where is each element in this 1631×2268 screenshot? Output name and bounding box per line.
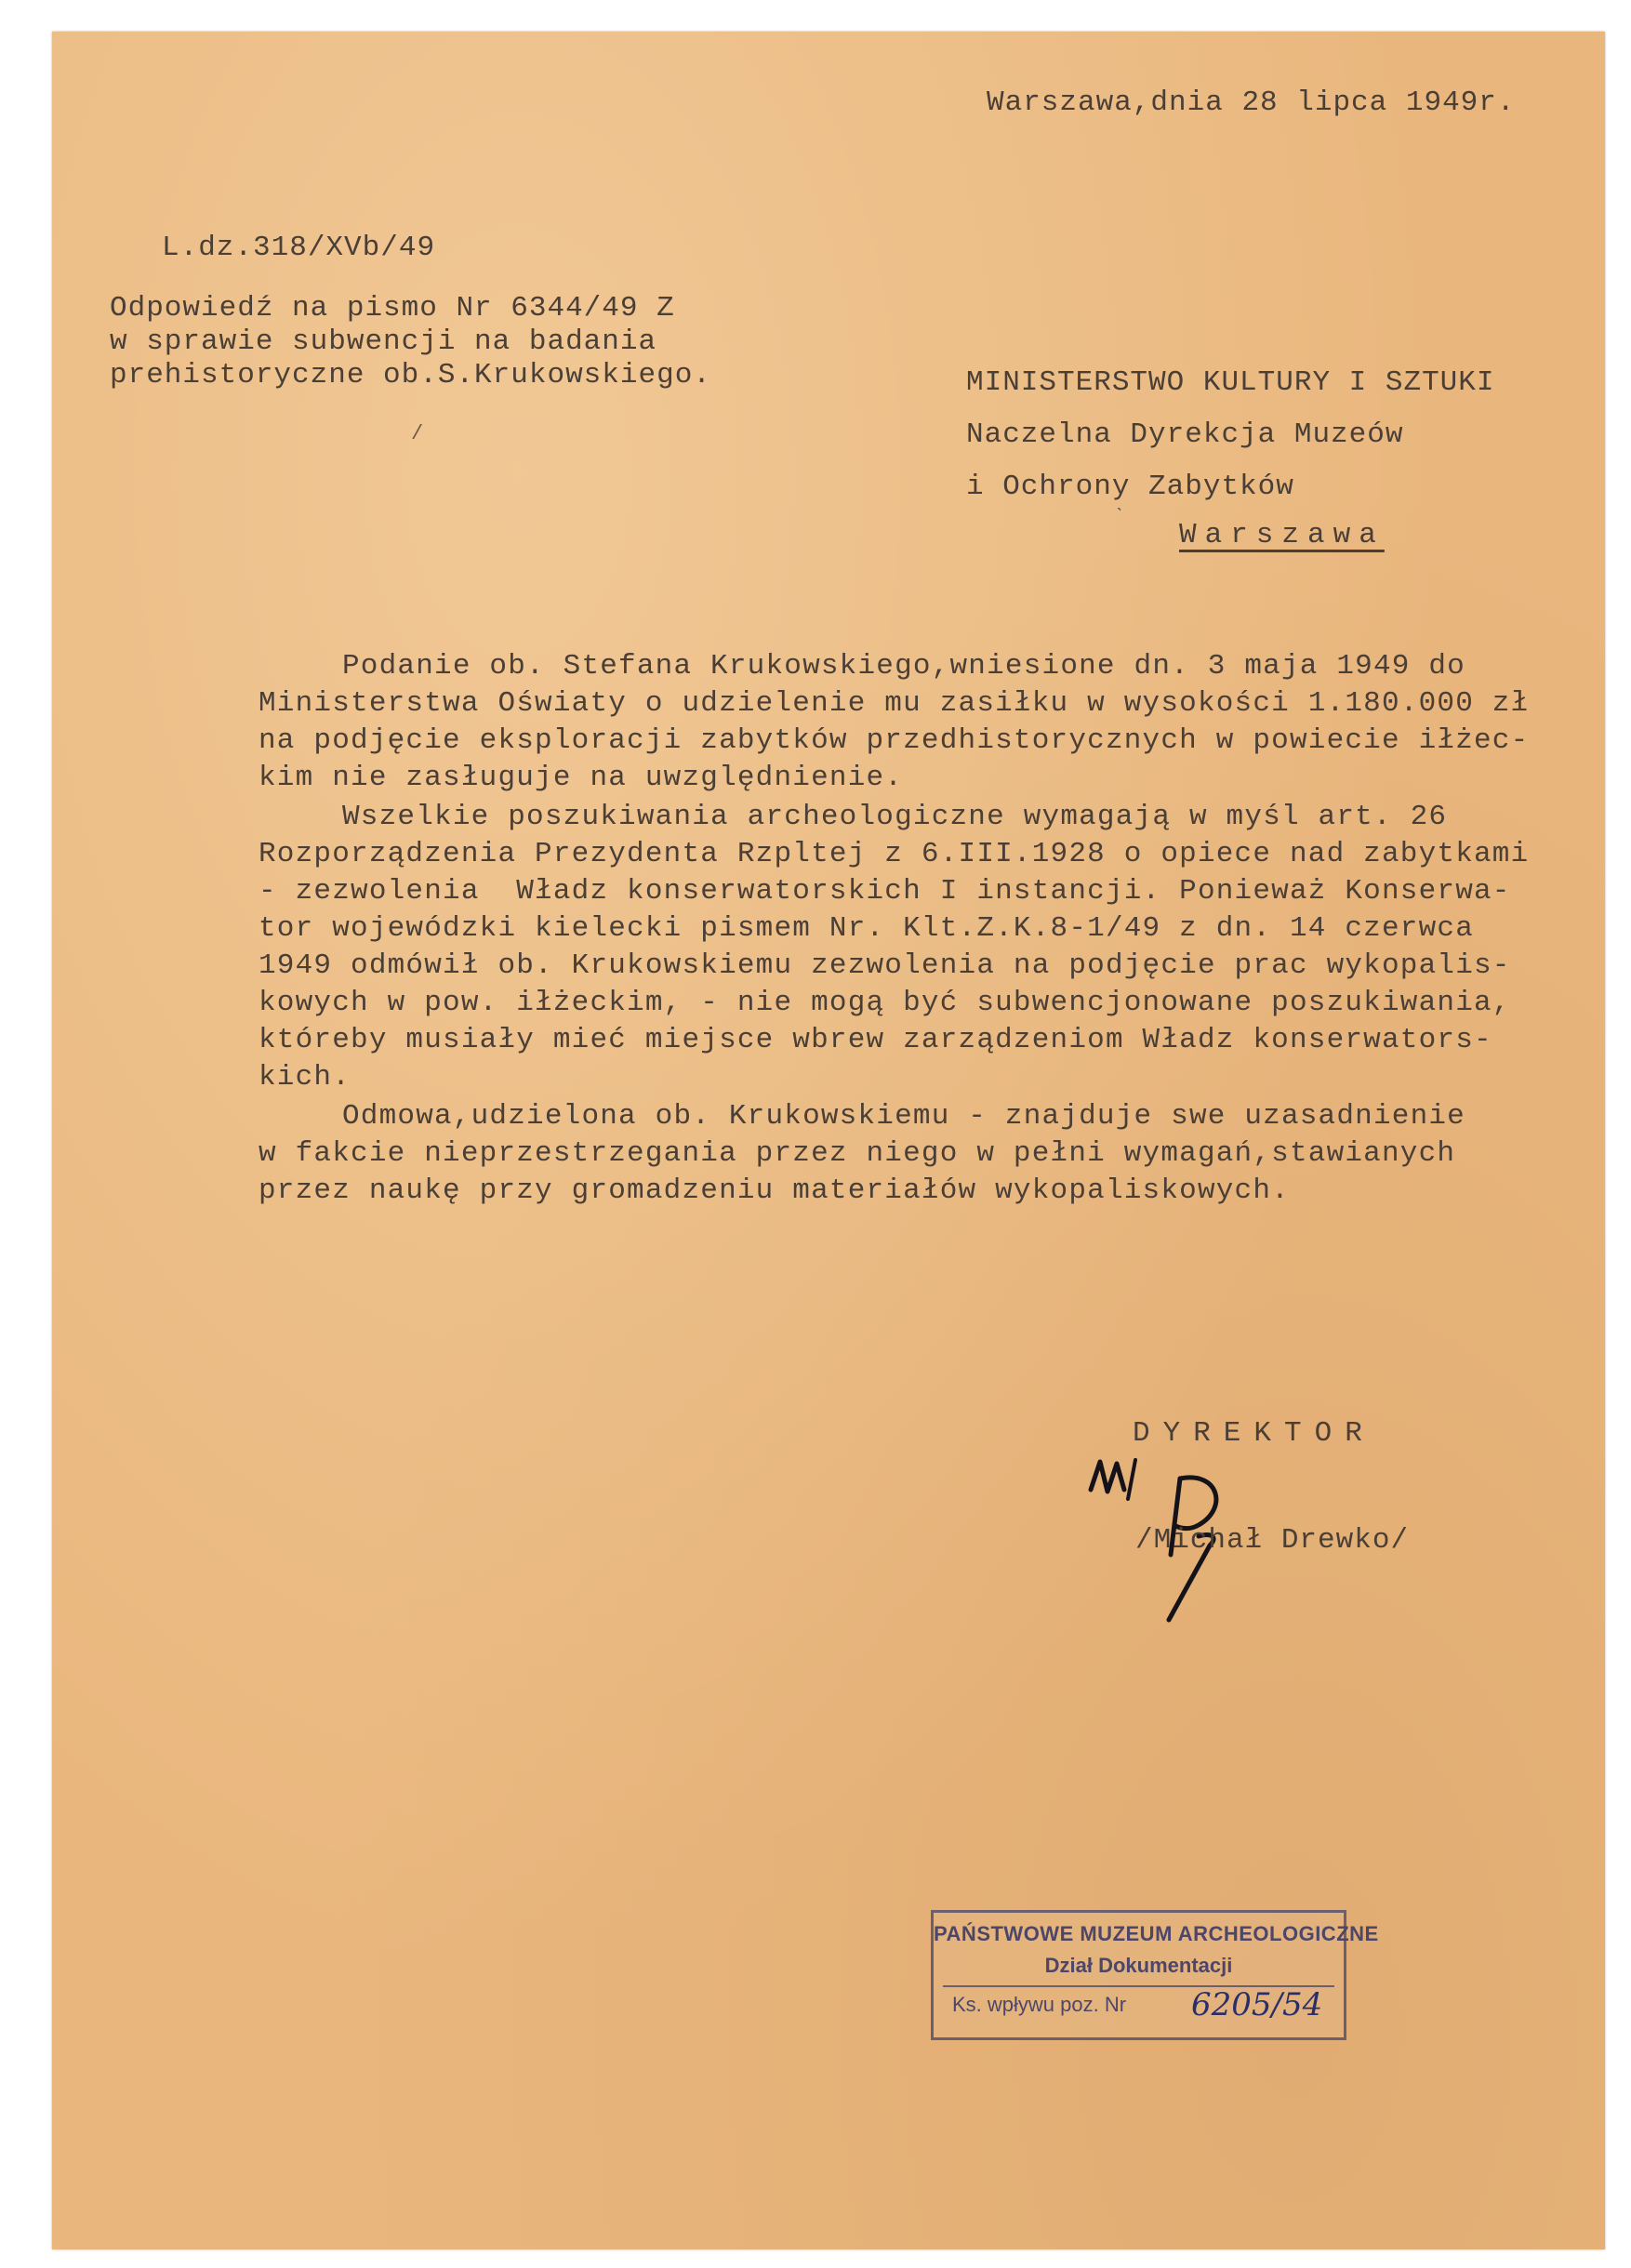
body-line: - zezwolenia Władz konserwatorskich I instancji. Ponieważ Konserwa- <box>259 875 1511 908</box>
letter-sheet <box>52 32 1605 2249</box>
signature-title: DYREKTOR <box>1133 1417 1375 1450</box>
signatory-name: /Michał Drewko/ <box>1135 1524 1410 1557</box>
body-line: Wszelkie poszukiwania archeologiczne wymagają w myśl art. 26 <box>342 801 1448 833</box>
tick-mark: ˋ <box>1114 506 1127 529</box>
body-line: kim nie zasługuje na uwzględnienie. <box>259 762 904 794</box>
subject-line-1: Odpowiedź na pismo Nr 6344/49 Z <box>110 292 675 325</box>
body-line: Ministerstwa Oświaty o udzielenie mu zasiłku w wysokości 1.180.000 zł <box>259 687 1530 720</box>
body-line: 1949 odmówił ob. Krukowskiemu zezwolenia na podjęcie prac wykopalis- <box>259 949 1511 982</box>
stamp-entry-label: Ks. wpływu poz. Nr <box>952 1993 1127 2016</box>
tick-mark: / <box>411 422 424 445</box>
body-line: tor wojewódzki kielecki pismem Nr. Klt.Z.K.8-1/49 z dn. 14 czerwca <box>259 912 1474 945</box>
subject-line-3: prehistoryczne ob.S.Krukowskiego. <box>110 359 711 391</box>
date-line: Warszawa,dnia 28 lipca 1949r. <box>987 86 1516 119</box>
body-line: kowych w pow. iłżeckim, - nie mogą być subwencjonowane poszukiwania, <box>259 987 1511 1019</box>
body-line: przez naukę przy gromadzeniu materiałów wykopaliskowych. <box>259 1174 1290 1207</box>
reference-number: L.dz.318/XVb/49 <box>162 232 436 264</box>
recipient-line-3: i Ochrony Zabytków <box>966 471 1294 503</box>
stamp-entry-number: 6205/54 <box>1191 1986 1323 2023</box>
recipient-line-1: MINISTERSTWO KULTURY I SZTUKI <box>966 366 1495 399</box>
body-line: Rozporządzenia Prezydenta Rzpltej z 6.III.1928 o opiece nad zabytkami <box>259 838 1530 870</box>
body-line: któreby musiały mieć miejsce wbrew zarządzeniom Władz konserwators- <box>259 1024 1492 1056</box>
stamp-institution: PAŃSTWOWE MUZEUM ARCHEOLOGICZNE <box>934 1922 1379 1945</box>
recipient-city: Warszawa <box>1179 519 1385 551</box>
subject-line-2: w sprawie subwencji na badania <box>110 325 657 358</box>
recipient-line-2: Naczelna Dyrekcja Muzeów <box>966 418 1404 451</box>
body-line: Odmowa,udzielona ob. Krukowskiemu - znajduje swe uzasadnienie <box>342 1100 1465 1133</box>
body-line: na podjęcie eksploracji zabytków przedhistorycznych w powiecie iłżec- <box>259 724 1530 757</box>
body-line: w fakcie nieprzestrzegania przez niego w pełni wymagań,stawianych <box>259 1137 1456 1170</box>
archive-stamp <box>931 1910 1379 2040</box>
body-line: Podanie ob. Stefana Krukowskiego,wniesione dn. 3 maja 1949 do <box>342 650 1465 683</box>
body-line: kich. <box>259 1061 351 1094</box>
stamp-department: Dział Dokumentacji <box>1044 1954 1233 1977</box>
